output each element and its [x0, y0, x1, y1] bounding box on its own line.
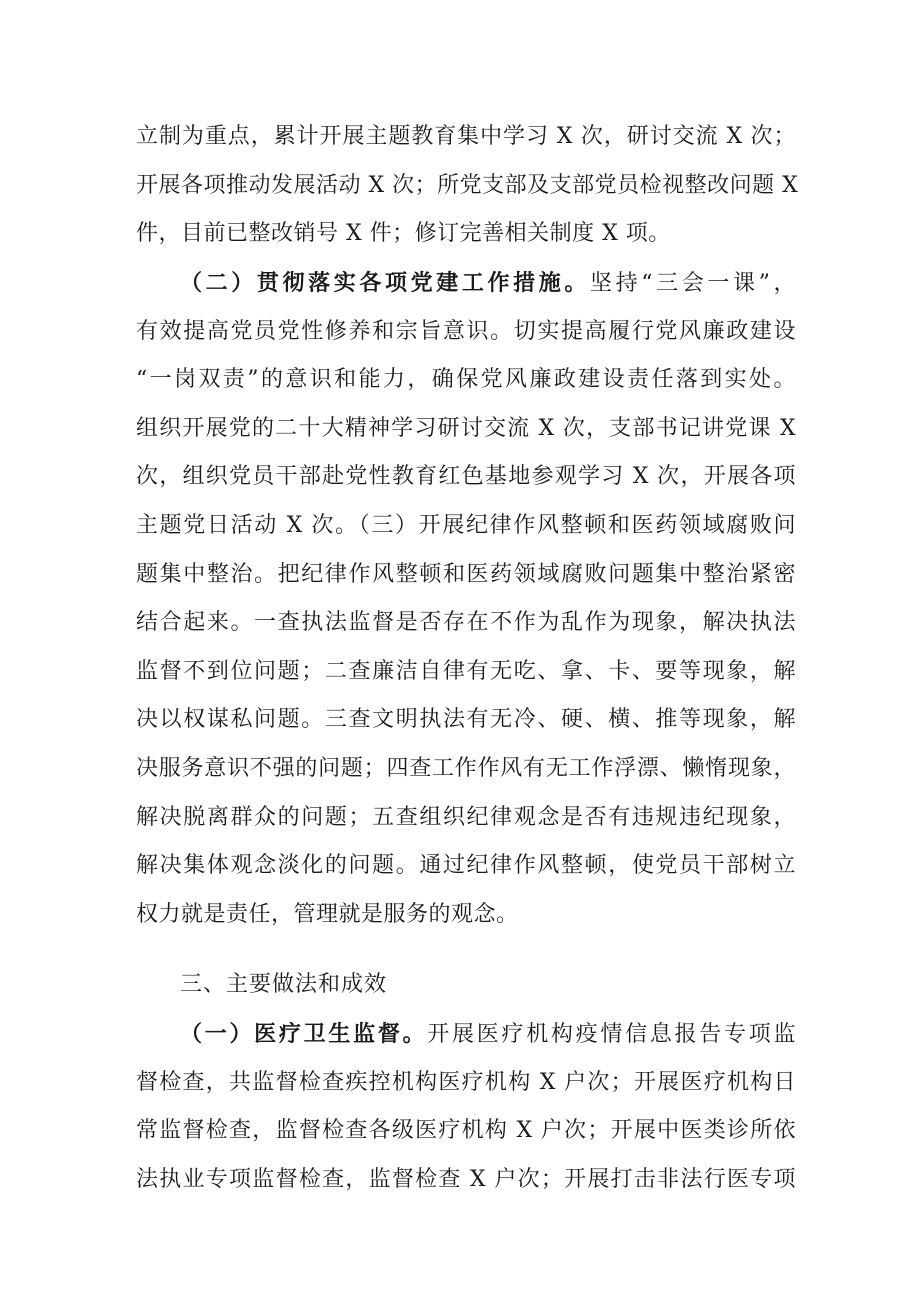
text-line: [136, 1010, 796, 1059]
text-line: 结合起来。一查执法监督是否存在不作为乱作为现象，解决执法: [136, 610, 796, 636]
section-2-2-paragraph: [136, 259, 796, 939]
text-line-run: 坚持“三会一课”，: [590, 271, 796, 296]
text-line: 督检查，共监督检查疾控机构医疗机构 X 户次；开展医疗机构日: [136, 1069, 796, 1095]
text-line: 件，目前已整改销号 X 件；修订完善相关制度 X 项。: [136, 221, 671, 247]
text-line: “一岗双责”的意识和能力，确保党风廉政建设责任落到实处。: [136, 367, 796, 393]
text-line: 解决脱离群众的问题；五查组织纪律观念是否有违规违纪现象，: [136, 804, 796, 830]
text-line: [136, 259, 796, 308]
text-line: 有效提高党员党性修养和宗旨意识。切实提高履行党风廉政建设: [136, 318, 796, 344]
text-line: 立制为重点，累计开展主题教育集中学习 X 次，研讨交流 X 次；: [136, 124, 796, 149]
section-3-1-heading: （一）医疗卫生监督。: [180, 1021, 428, 1047]
text-line-run: 开展医疗机构疫情信息报告专项监: [427, 1022, 796, 1047]
text-line: 主题党日活动 X 次。（三）开展纪律作风整顿和医药领域腐败问: [136, 512, 796, 538]
text-line: 法执业专项监督检查，监督检查 X 户次；开展打击非法行医专项: [136, 1166, 796, 1192]
section-3-1-paragraph: [136, 1010, 796, 1204]
section-2-2-heading: （二）贯彻落实各项党建工作措施。: [180, 270, 590, 296]
text-line: 常监督检查，监督检查各级医疗机构 X 户次；开展中医类诊所依: [136, 1118, 796, 1144]
text-line: 决服务意识不强的问题；四查工作作风有无工作浮漂、懒惰现象，: [136, 755, 796, 781]
text-line: 监督不到位问题；二查廉洁自律有无吃、拿、卡、要等现象，解: [136, 658, 796, 684]
text-line: 组织开展党的二十大精神学习研讨交流 X 次，支部书记讲党课 X: [136, 415, 796, 441]
text-line: 解决集体观念淡化的问题。通过纪律作风整顿，使党员干部树立: [136, 853, 796, 879]
text-line: 次，组织党员干部赴党性教育红色基地参观学习 X 次，开展各项: [136, 464, 796, 490]
text-line: 决以权谋私问题。三查文明执法有无冷、硬、横、推等现象，解: [136, 707, 796, 733]
section-3-heading: 三、主要做法和成效: [180, 972, 388, 997]
text-line: 题集中整治。把纪律作风整顿和医药领域腐败问题集中整治紧密: [136, 561, 796, 587]
text-line: 权力就是责任，管理就是服务的观念。: [136, 901, 519, 927]
paragraph-continuation: [136, 113, 799, 259]
text-line: 开展各项推动发展活动 X 次；所党支部及支部党员检视整改问题 X: [136, 172, 799, 198]
